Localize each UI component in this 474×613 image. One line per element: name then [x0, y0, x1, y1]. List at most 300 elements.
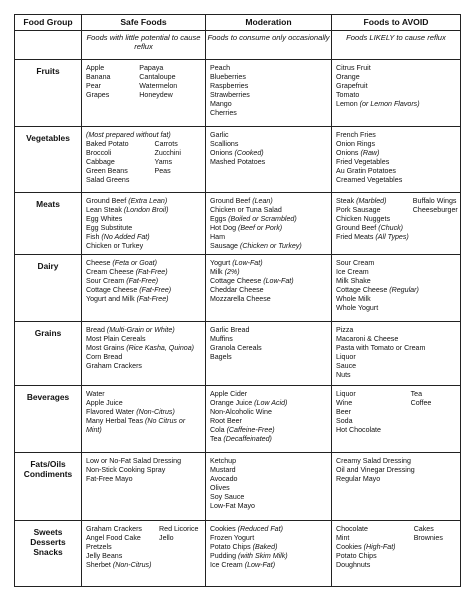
item-column [336, 64, 457, 109]
list-item [336, 344, 457, 353]
item-note: Mint) [86, 426, 102, 435]
table-row [15, 193, 461, 255]
header-safe-foods: Safe Foods [82, 15, 206, 31]
list-item [86, 268, 202, 277]
list-item [86, 197, 202, 206]
list-item [86, 215, 202, 224]
item-text: Tea [410, 390, 423, 398]
item-column [210, 197, 328, 252]
item-text: Banana [86, 73, 111, 82]
list-item [86, 167, 150, 176]
item-text: Egg Whites [86, 215, 123, 224]
item-columns [210, 457, 328, 512]
list-item [210, 417, 328, 426]
item-column [336, 457, 457, 484]
header-row [15, 15, 461, 31]
list-item [159, 534, 202, 543]
item-text: Yams [154, 158, 173, 167]
item-text: Sour Cream [336, 259, 375, 267]
list-item [210, 408, 328, 417]
list-item [86, 417, 202, 426]
item-text: Watermelon [139, 82, 178, 91]
item-text: Creamed Vegetables [336, 176, 403, 185]
subtitle-row [15, 31, 461, 60]
item-text: Strawberries [210, 91, 250, 100]
item-note: (with Skim Milk) [238, 552, 288, 561]
food-group-name: Vegetables [15, 127, 82, 193]
list-item [210, 295, 328, 304]
item-text: Cantaloupe [139, 73, 176, 82]
list-item [336, 326, 457, 335]
item-text: Peas [154, 167, 171, 176]
cell-foods-to-avoid [332, 127, 461, 193]
cell-moderation [206, 322, 332, 386]
item-column [135, 64, 202, 100]
list-item [210, 259, 328, 268]
item-text: Jelly Beans [86, 552, 123, 561]
item-text: Cottage Cheese [86, 286, 140, 295]
item-text: Apple Cider [210, 390, 248, 398]
item-note: (Caffeine-Free) [226, 426, 275, 435]
cell-foods-to-avoid [332, 322, 461, 386]
item-text: Mozzarella Cheese [210, 295, 271, 304]
item-note: (Raw) [360, 149, 380, 158]
item-note: (No Citrus or [145, 417, 186, 426]
list-item [336, 561, 410, 570]
header-moderation: Moderation [206, 15, 332, 31]
list-item [210, 399, 328, 408]
list-item [336, 304, 457, 313]
item-text: Low-Fat Mayo [210, 502, 255, 511]
list-item [210, 277, 328, 286]
list-item [210, 197, 328, 206]
cell-moderation [206, 193, 332, 255]
item-text: Onion Rings [336, 140, 376, 149]
item-column [210, 259, 328, 304]
header-food-group: Food Group [15, 15, 82, 31]
item-text: Graham Crackers [86, 362, 142, 371]
item-text: Salad Greens [86, 176, 130, 185]
list-item [86, 552, 155, 561]
item-text: Onions [336, 149, 361, 158]
list-item [210, 457, 328, 466]
list-item [336, 215, 409, 224]
list-item [86, 525, 155, 534]
list-item [210, 484, 328, 493]
list-item [210, 224, 328, 233]
item-text: Wine [336, 399, 353, 408]
list-item [86, 399, 202, 408]
item-text: Mango [210, 100, 232, 109]
item-column [86, 525, 155, 570]
cell-moderation [206, 521, 332, 587]
item-text: Ground Beef [86, 197, 129, 205]
item-text: Red Licorice [159, 525, 199, 533]
item-text: Cream Cheese [86, 268, 136, 277]
item-columns [336, 131, 457, 186]
item-text: Flavored Water [86, 408, 137, 417]
list-item [139, 64, 202, 73]
item-column [336, 197, 409, 242]
list-item [336, 390, 407, 399]
item-columns [86, 140, 202, 185]
item-note: (Decaffeinated) [223, 435, 272, 444]
item-column [210, 64, 328, 119]
table-row [15, 521, 461, 587]
list-item [336, 525, 410, 534]
item-note: (Lean) [252, 197, 273, 205]
item-text: Grapes [86, 91, 110, 100]
item-columns [86, 390, 202, 435]
list-item [336, 233, 409, 242]
item-note: (High-Fat) [363, 543, 396, 552]
list-item [86, 426, 202, 435]
item-text: Sausage [210, 242, 240, 251]
list-item [86, 457, 202, 466]
list-item [336, 73, 457, 82]
item-column [210, 131, 328, 167]
item-note: (London Broil) [123, 206, 169, 215]
cell-foods-to-avoid [332, 386, 461, 453]
list-item [210, 502, 328, 511]
item-text: Baked Potato [86, 140, 129, 149]
list-item [414, 525, 457, 534]
item-text: Root Beer [210, 417, 242, 426]
item-text: Cheese [86, 259, 113, 267]
list-item [210, 493, 328, 502]
item-note: (Boiled or Scrambled) [228, 215, 297, 224]
item-column [336, 525, 410, 570]
list-item [139, 82, 202, 91]
list-item [336, 277, 457, 286]
list-item [210, 206, 328, 215]
item-text: Whole Yogurt [336, 304, 379, 313]
item-text: Scallions [210, 140, 239, 149]
list-item [86, 475, 202, 484]
list-item [86, 286, 202, 295]
cell-moderation [206, 127, 332, 193]
item-note: (Non-Citrus) [136, 408, 175, 417]
item-text: Cookies [336, 543, 364, 552]
item-column [210, 390, 328, 445]
item-text: Orange Juice [210, 399, 255, 408]
item-text: Zucchini [154, 149, 181, 158]
item-columns [210, 131, 328, 167]
item-note: (Baked) [252, 543, 278, 552]
item-text: Most Plain Cereals [86, 335, 146, 344]
item-text: Pretzels [86, 543, 112, 552]
food-group-name: Dairy [15, 255, 82, 322]
item-text: Coffee [410, 399, 432, 408]
list-item [336, 534, 410, 543]
item-text: Garlic Bread [210, 326, 250, 334]
item-text: Avocado [210, 475, 238, 484]
item-text: Water [86, 390, 105, 398]
list-item [336, 362, 457, 371]
list-item [210, 561, 328, 570]
table-row [15, 60, 461, 127]
list-item [336, 417, 407, 426]
list-item [86, 277, 202, 286]
cell-safe-foods [82, 255, 206, 322]
item-text: Carrots [154, 140, 178, 149]
item-text: Raspberries [210, 82, 249, 91]
header-foods-to-avoid: Foods to AVOID [332, 15, 461, 31]
table-row [15, 127, 461, 193]
item-text: Yogurt and Milk [86, 295, 137, 304]
list-item [210, 353, 328, 362]
item-columns [86, 64, 202, 100]
item-columns [336, 390, 457, 435]
item-text: Soy Sauce [210, 493, 245, 502]
item-text: Fat-Free Mayo [86, 475, 133, 484]
item-text: Chicken Nuggets [336, 215, 391, 224]
item-text: Graham Crackers [86, 525, 142, 533]
cell-moderation [206, 453, 332, 521]
food-group-name: Grains [15, 322, 82, 386]
item-text: Doughnuts [336, 561, 371, 570]
item-text: Pasta with Tomato or Cream [336, 344, 426, 353]
list-item [86, 259, 202, 268]
item-column [86, 390, 202, 435]
list-item [210, 466, 328, 475]
item-text: Regular Mayo [336, 475, 381, 484]
list-item [336, 158, 457, 167]
item-text: Tomato [336, 91, 360, 100]
item-columns [336, 457, 457, 484]
item-columns [210, 326, 328, 362]
item-text: Ice Cream [336, 268, 369, 277]
item-text: Green Beans [86, 167, 128, 176]
item-column [210, 525, 328, 570]
item-text: Fish [86, 233, 102, 242]
list-item [154, 140, 202, 149]
list-item [414, 534, 457, 543]
item-note: (Extra Lean) [128, 197, 168, 205]
list-item [210, 82, 328, 91]
item-text: Pork Sausage [336, 206, 381, 215]
item-note: (Low-Fat) [232, 259, 263, 267]
list-item [86, 206, 202, 215]
list-item [210, 344, 328, 353]
list-item [154, 158, 202, 167]
list-item [86, 543, 155, 552]
item-text: Ice Cream [210, 561, 245, 570]
item-text: Mint [336, 534, 350, 543]
item-note: (Most prepared without fat) [86, 131, 171, 139]
list-item [336, 408, 407, 417]
item-note: (Fat-Free) [126, 277, 159, 286]
item-text: Most Grains [86, 344, 127, 353]
item-note: (Reduced Fat) [237, 525, 283, 533]
list-item [336, 335, 457, 344]
cell-safe-foods [82, 386, 206, 453]
item-text: Mashed Potatoes [210, 158, 266, 167]
item-text: Apple Juice [86, 399, 123, 408]
list-item [86, 362, 202, 371]
list-item [86, 91, 135, 100]
item-note: (Regular) [389, 286, 419, 295]
item-text: Liquor [336, 390, 356, 398]
item-text: Pizza [336, 326, 354, 334]
item-text: Lemon [336, 100, 360, 109]
item-columns [210, 525, 328, 570]
item-column [210, 326, 328, 362]
item-text: Granola Cereals [210, 344, 262, 353]
item-text: Jello [159, 534, 174, 543]
subtitle-safe-foods: Foods with little potential to cause reflux [82, 31, 206, 60]
item-text: Nuts [336, 371, 351, 380]
item-text: Chicken or Turkey [86, 242, 144, 251]
item-text: Sour Cream [86, 277, 127, 286]
list-item [86, 224, 202, 233]
list-item [210, 73, 328, 82]
list-item [336, 197, 409, 206]
list-item [210, 552, 328, 561]
item-text: Whole Milk [336, 295, 371, 304]
list-item [413, 197, 458, 206]
list-item [86, 353, 202, 362]
table-row [15, 322, 461, 386]
subtitle-foods-to-avoid: Foods LIKELY to cause reflux [332, 31, 461, 60]
food-table [14, 14, 461, 587]
item-column [336, 326, 457, 381]
item-column [409, 197, 458, 242]
list-item [210, 109, 328, 118]
item-text: Many Herbal Teas [86, 417, 146, 426]
cell-safe-foods [82, 193, 206, 255]
list-item [86, 242, 202, 251]
item-text: Non-Alcoholic Wine [210, 408, 272, 417]
list-item [139, 91, 202, 100]
list-item [336, 353, 457, 362]
list-item [86, 326, 202, 335]
item-text: Yogurt [210, 259, 233, 267]
item-text: Beer [336, 408, 351, 417]
item-column [336, 390, 407, 435]
item-note: (Multi-Grain or White) [106, 326, 175, 334]
item-text: Ground Beef [336, 224, 379, 233]
item-text: Cookies [210, 525, 238, 533]
item-text: Corn Bread [86, 353, 123, 362]
list-item [336, 295, 457, 304]
item-note: (Beef or Pork) [238, 224, 283, 233]
item-text: Tea [210, 435, 224, 444]
list-item [210, 286, 328, 295]
list-item [336, 64, 457, 73]
list-item [413, 206, 458, 215]
item-columns [336, 326, 457, 381]
item-text: Orange [336, 73, 360, 82]
table-row [15, 386, 461, 453]
food-rows [15, 60, 461, 587]
item-text: Creamy Salad Dressing [336, 457, 411, 465]
item-text: Cherries [210, 109, 237, 118]
list-item [86, 131, 202, 140]
item-text: Potato Chips [336, 552, 377, 561]
list-item [336, 399, 407, 408]
item-columns [86, 326, 202, 371]
item-text: Steak [336, 197, 357, 205]
item-text: Fried Vegetables [336, 158, 390, 167]
item-columns [336, 525, 457, 570]
item-note: (Marbled) [356, 197, 387, 205]
item-columns [86, 457, 202, 484]
list-item [159, 525, 202, 534]
item-text: Hot Chocolate [336, 426, 381, 435]
list-item [210, 335, 328, 344]
list-item [411, 390, 457, 399]
item-text: Ham [210, 233, 225, 242]
food-group-name: Sweets Desserts Snacks [15, 521, 82, 587]
list-item [86, 73, 135, 82]
cell-foods-to-avoid [332, 60, 461, 127]
list-item [336, 268, 457, 277]
list-item [86, 158, 150, 167]
item-column [410, 525, 457, 570]
list-item [336, 167, 457, 176]
table-row [15, 453, 461, 521]
list-item [336, 131, 457, 140]
list-item [139, 73, 202, 82]
item-columns [336, 259, 457, 314]
list-item [210, 543, 328, 552]
item-text: Bread [86, 326, 107, 334]
item-column [86, 140, 150, 185]
item-text: Fried Meats [336, 233, 376, 242]
subtitle-food-group [15, 31, 82, 60]
list-item [336, 100, 457, 109]
food-group-name: Beverages [15, 386, 82, 453]
item-column [86, 197, 202, 252]
food-reflux-chart [14, 14, 460, 587]
list-item [86, 295, 202, 304]
list-item [210, 158, 328, 167]
list-item [210, 91, 328, 100]
item-text: Peach [210, 64, 231, 72]
cell-moderation [206, 386, 332, 453]
item-text: Ketchup [210, 457, 237, 465]
item-note: (All Types) [375, 233, 409, 242]
item-text: Angel Food Cake [86, 534, 141, 543]
list-item [210, 64, 328, 73]
list-item [336, 149, 457, 158]
item-note: (Low-Fat) [244, 561, 276, 570]
item-column [155, 525, 202, 570]
list-item [86, 408, 202, 417]
item-text: Cakes [413, 525, 434, 533]
item-column [336, 259, 457, 314]
item-column [86, 64, 135, 100]
item-note: (No Added Fat) [101, 233, 150, 242]
item-columns [336, 197, 457, 242]
list-item [336, 543, 410, 552]
item-note: (Cooked) [234, 149, 264, 158]
item-text: Broccoli [86, 149, 112, 158]
list-item [86, 64, 135, 73]
item-text: Milk [210, 268, 225, 277]
list-item [336, 91, 457, 100]
item-note: (2%) [224, 268, 240, 277]
item-text: French Fries [336, 131, 376, 139]
item-columns [210, 197, 328, 252]
item-text: Garlic [210, 131, 229, 139]
item-columns [336, 64, 457, 109]
list-item [86, 176, 150, 185]
item-text: Onions [210, 149, 235, 158]
cell-safe-foods [82, 453, 206, 521]
item-text: Olives [210, 484, 230, 493]
